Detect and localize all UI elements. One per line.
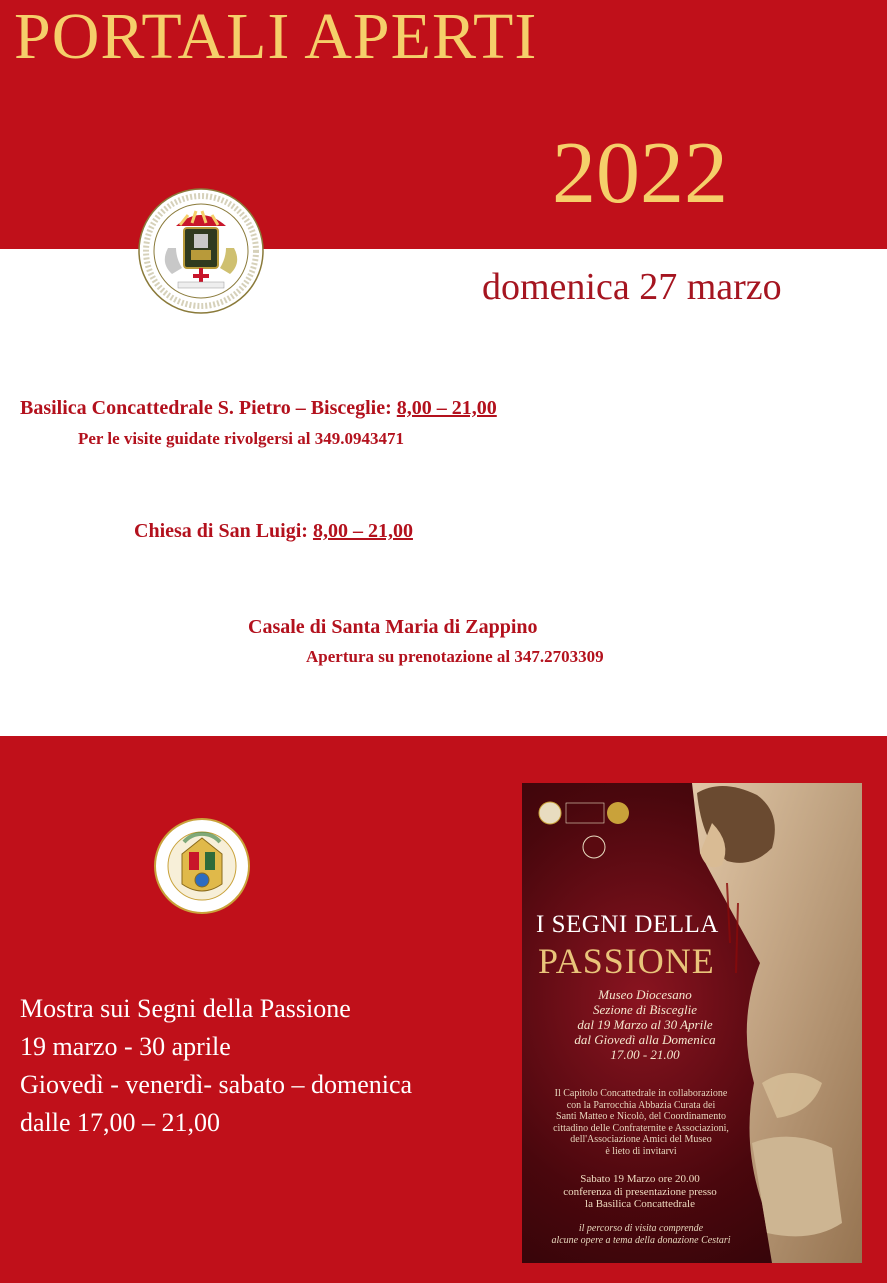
poster-description-line: Il Capitolo Concattedrale in collaborazione [554, 1088, 728, 1099]
venue-san-luigi-name: Chiesa di San Luigi: [134, 520, 308, 542]
exhibition-dates: 19 marzo - 30 aprile [20, 1032, 231, 1061]
venue-zappino-name: Casale di Santa Maria di Zappino [248, 616, 538, 638]
poster-event [540, 1173, 740, 1211]
poster-event-line: conferenza di presentazione presso [563, 1185, 717, 1198]
year-label: 2022 [552, 125, 728, 222]
venue-basilica-note: Per le visite guidate rivolgersi al 349.0943471 [78, 429, 404, 448]
poster-event-line: Sabato 19 Marzo ore 20.00 [580, 1173, 700, 1185]
poster-description [534, 1088, 748, 1157]
venue-san-luigi-hours: 8,00 – 21,00 [312, 520, 413, 542]
poster-info-line: Museo Diocesano [598, 987, 692, 1002]
poster-info [550, 988, 740, 1063]
poster-footer-line: il percorso di visita comprende [578, 1223, 704, 1234]
poster-footer [548, 1223, 734, 1246]
venue-zappino-note: Apertura su prenotazione al 347.2703309 [306, 647, 604, 666]
poster-title-line2: PASSIONE [538, 941, 715, 981]
venue-basilica [20, 398, 497, 418]
poster-description-line: dell'Associazione Amici del Museo [570, 1134, 712, 1145]
poster-info-line: Sezione di Bisceglie [593, 1001, 697, 1017]
poster-logos [534, 791, 644, 861]
poster-footer-line: alcune opere a tema della donazione Cestari [551, 1234, 731, 1246]
poster-description-line: è lieto di invitarvi [605, 1145, 677, 1157]
poster-info-line: dal Giovedì alla Domenica [574, 1031, 716, 1047]
exhibition-info [20, 990, 412, 1142]
exhibition-hours: dalle 17,00 – 21,00 [20, 1108, 221, 1137]
event-date: domenica 27 marzo [482, 266, 782, 308]
poster-description-line: cittadino delle Confraternite e Associazioni, [553, 1122, 729, 1134]
poster-description-line: con la Parrocchia Abbazia Curata dei [566, 1099, 716, 1111]
poster-info-line: dal 19 Marzo al 30 Aprile [577, 1016, 713, 1032]
exhibition-title: Mostra sui Segni della Passione [20, 994, 351, 1023]
museo-diocesano-logo [154, 818, 250, 914]
exhibition-days: Giovedì - venerdì- sabato – domenica [20, 1070, 413, 1099]
chapter-seal-logo [138, 188, 264, 314]
poster-description-line: Santi Matteo e Nicolò, del Coordinamento [556, 1111, 726, 1122]
poster-title-line1: I SEGNI DELLA [536, 911, 719, 938]
page-title: PORTALI APERTI [14, 0, 538, 73]
poster-info-line: 17.00 - 21.00 [610, 1046, 680, 1062]
venue-basilica-name: Basilica Concattedrale S. Pietro – Bisceglie: [20, 397, 392, 419]
exhibition-poster [522, 783, 862, 1263]
venue-san-luigi [134, 521, 413, 541]
poster-event-line: la Basilica Concattedrale [585, 1198, 695, 1211]
venue-basilica-hours: 8,00 – 21,00 [396, 397, 497, 419]
